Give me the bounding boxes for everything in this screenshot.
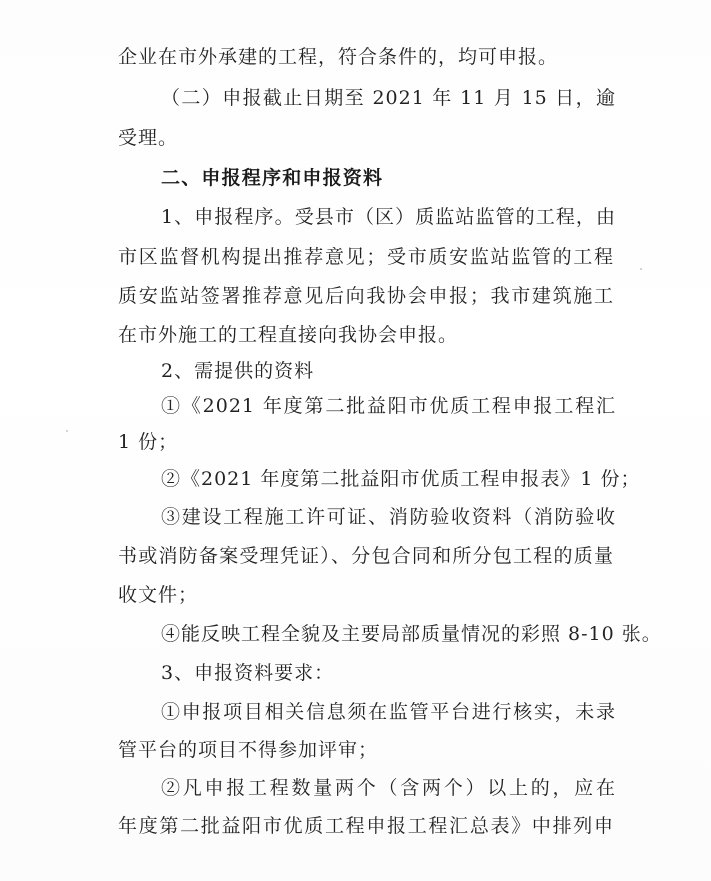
list-item-3-line-2: 书或消防备案受理凭证）、分包合同和所分包工程的质量 <box>118 545 614 567</box>
text-line-1: 企业在市外承建的工程，符合条件的，均可申报。 <box>118 46 559 68</box>
section-heading: 二、申报程序和申报资料 <box>161 167 384 189</box>
requirement-2-line-2: 年度第二批益阳市优质工程申报工程汇总表》中排列申 <box>118 815 614 837</box>
text-line-3: 受理。 <box>118 127 179 149</box>
list-item-1-line-2: 1 份； <box>118 431 179 453</box>
text-line-2: （二）申报截止日期至 2021 年 11 月 15 日，逾 <box>161 87 616 109</box>
requirement-2-line-1: ②凡申报工程数量两个（含两个）以上的，应在 <box>161 777 616 799</box>
scan-speck <box>66 430 68 432</box>
list-item-2: ②《2021 年度第二批益阳市优质工程申报表》1 份； <box>161 468 641 490</box>
subsection-heading-2: 2、需提供的资料 <box>161 360 315 382</box>
text-line-5: 1、申报程序。受县市（区）质监站监管的工程，由 <box>161 206 616 228</box>
list-item-3-line-3: 收文件； <box>118 584 199 606</box>
list-item-3-line-1: ③建设工程施工许可证、消防验收资料（消防验收 <box>161 506 616 528</box>
text-line-8: 在市外施工的工程直接向我协会申报。 <box>118 324 459 346</box>
list-item-4: ④能反映工程全貌及主要局部质量情况的彩照 8-10 张。 <box>161 623 662 645</box>
text-line-7: 质安监站签署推荐意见后向我协会申报；我市建筑施工 <box>118 285 614 307</box>
requirement-1-line-1: ①申报项目相关信息须在监管平台进行核实，未录 <box>161 701 616 723</box>
subsection-heading-3: 3、申报资料要求： <box>161 662 335 684</box>
list-item-1-line-1: ①《2021 年度第二批益阳市优质工程申报工程汇 <box>161 395 616 417</box>
text-line-6: 市区监督机构提出推荐意见；受市质安监站监管的工程 <box>118 246 614 268</box>
requirement-1-line-2: 管平台的项目不得参加评审； <box>118 739 379 761</box>
scan-speck <box>640 268 642 270</box>
